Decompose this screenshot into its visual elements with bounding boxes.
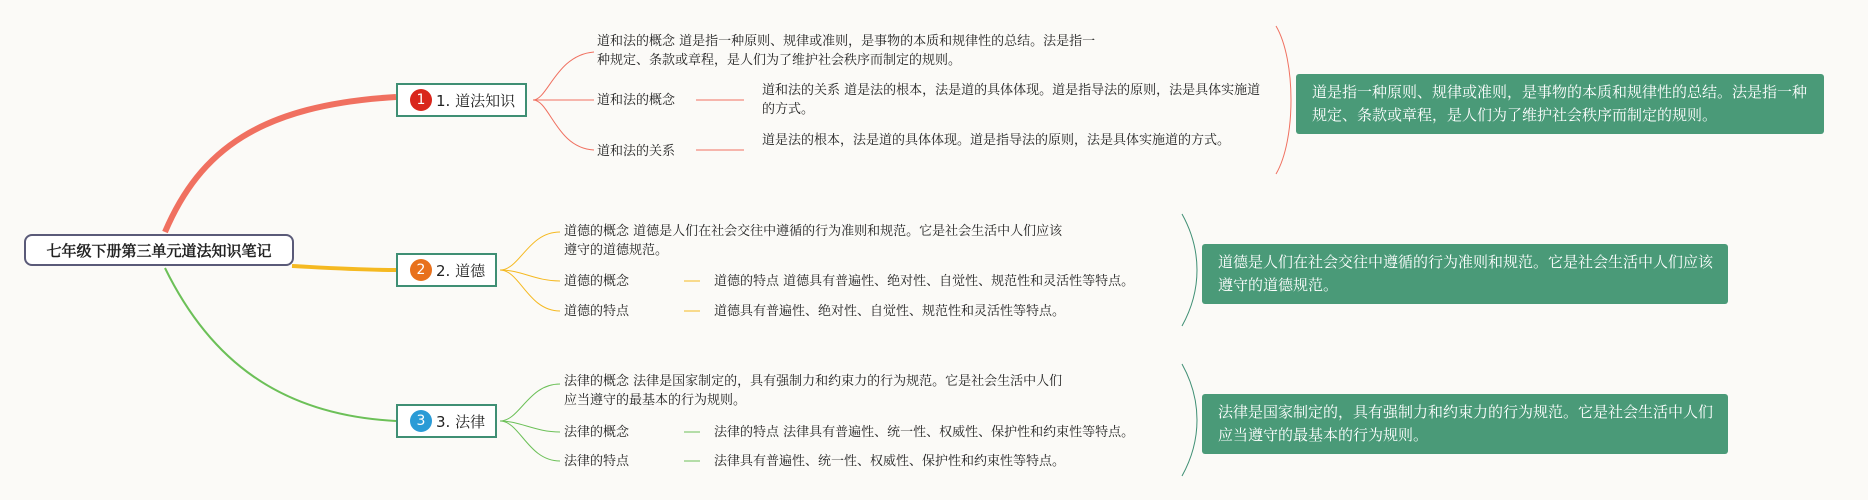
topic-2-item-2-detail: 道德具有普遍性、绝对性、自觉性、规范性和灵活性等特点。	[714, 304, 1066, 319]
topic-2-item-1-detail: 道德的特点 道德具有普遍性、绝对性、自觉性、规范性和灵活性等特点。	[714, 274, 1135, 289]
topic-title-2: 2. 道德	[436, 261, 486, 280]
topic-title-3: 3. 法律	[436, 412, 486, 431]
branch-connector-2	[292, 266, 396, 270]
branch-connector-1	[165, 97, 396, 232]
topic-1-item-1-detail: 道和法的关系 道是法的根本，法是道的具体体现。道是指导法的原则，法是具体实施道的方式。	[762, 83, 1261, 117]
topic-2-item-2-label: 道德的特点	[564, 304, 630, 319]
topic-3-item-2-label: 法律的特点	[564, 454, 630, 469]
root-node[interactable]	[24, 234, 294, 266]
topic-2-intro: 道德的概念 道德是人们在社会交往中遵循的行为准则和规范。它是社会生活中人们应该遵守的道德规范。	[564, 224, 1063, 258]
topic-node-1[interactable]	[396, 83, 527, 117]
root-title: 七年级下册第三单元道法知识笔记	[46, 241, 272, 260]
number-badge-3: 3	[410, 410, 432, 432]
topic-node-3[interactable]	[396, 404, 497, 438]
topic-2-item-1-label: 道德的概念	[564, 274, 630, 289]
number-badge-1: 1	[410, 89, 432, 111]
topic-3-item-1-label: 法律的概念	[564, 425, 630, 440]
number-badge-2: 2	[410, 259, 432, 281]
topic-3-item-2-detail: 法律具有普遍性、统一性、权威性、保护性和约束性等特点。	[714, 454, 1066, 469]
topic-3-item-1-detail: 法律的特点 法律具有普遍性、统一性、权威性、保护性和约束性等特点。	[714, 425, 1135, 440]
topic-3-intro: 法律的概念 法律是国家制定的，具有强制力和约束力的行为规范。它是社会生活中人们应当遵守的最基本的行为规则。	[564, 374, 1063, 408]
topic-1-summary: 道是指一种原则、规律或准则，是事物的本质和规律性的总结。法是指一种规定、条款或章程，是人们为了维护社会秩序而制定的规则。	[1296, 74, 1824, 134]
topic-1-item-2-detail: 道是法的根本，法是道的具体体现。道是指导法的原则，法是具体实施道的方式。	[762, 133, 1231, 148]
topic-node-2[interactable]	[396, 253, 497, 287]
branch-connector-3	[165, 268, 396, 421]
topic-title-1: 1. 道法知识	[436, 91, 516, 110]
topic-1-intro: 道和法的概念 道是指一种原则、规律或准则，是事物的本质和规律性的总结。法是指一种规定、条款或章程，是人们为了维护社会秩序而制定的规则。	[597, 34, 1096, 68]
topic-2-summary: 道德是人们在社会交往中遵循的行为准则和规范。它是社会生活中人们应该遵守的道德规范。	[1202, 244, 1728, 304]
topic-3-summary: 法律是国家制定的，具有强制力和约束力的行为规范。它是社会生活中人们应当遵守的最基本的行为规则。	[1202, 394, 1728, 454]
topic-1-item-1-label: 道和法的概念	[597, 93, 676, 108]
topic-1-item-2-label: 道和法的关系	[597, 144, 676, 159]
